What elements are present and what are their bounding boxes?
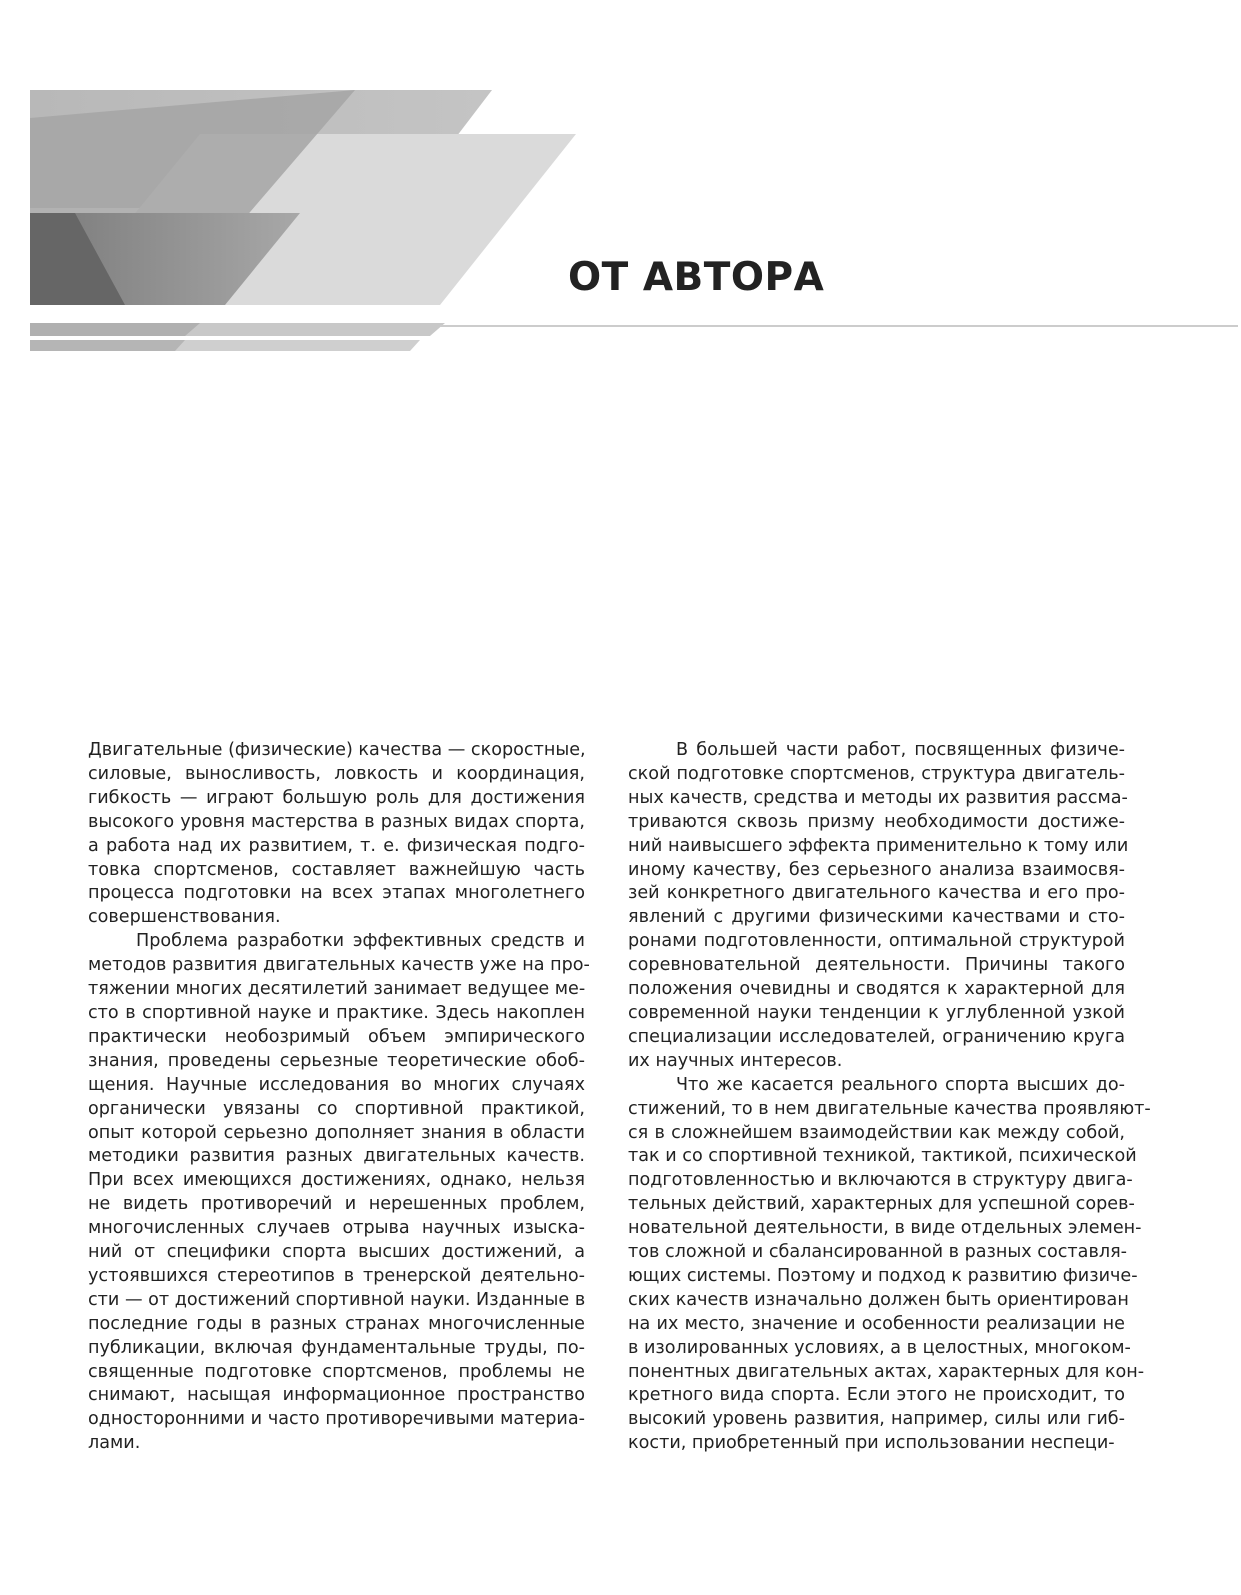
text-line: ских качеств изначально должен быть ориентирован [628,1289,1129,1310]
text-line: В большей части работ, посвященных физиче- [676,740,1125,760]
text-line: Проблема разработки эффективных средств и [136,931,585,952]
text-line: а работа над их развитием, т. е. физическая подго- [88,835,585,856]
text-line: товка спортсменов, составляет важнейшую часть [88,859,585,880]
paragraph [628,1074,1151,1457]
text-line: в изолированных условиях, а в целостных, многоком- [628,1337,1131,1358]
header-decoration [0,0,1241,360]
text-line: снимают, насыщая информационное пространство [88,1385,585,1406]
text-line: ний наивысшего эффекта применительно к тому или [628,835,1129,856]
paragraph [88,930,590,1456]
decor-shape-bottom-left [30,340,185,351]
decor-shape-strip-dark [30,323,200,336]
text-line: совершенствования. [88,907,281,928]
text-line: процесса подготовки на всех этапах многолетнего [88,883,585,904]
text-line: многочисленных случаев отрыва научных изыска- [88,1218,585,1239]
left-column [88,739,590,1456]
text-line: односторонними и часто противоречивыми материа- [88,1409,585,1430]
text-line: иному качеству, без серьезного анализа взаимосвя- [628,859,1125,880]
text-line: их научных интересов. [628,1050,843,1071]
text-line: тяжении многих десятилетий занимает ведущее ме- [88,979,586,1000]
text-line: высокий уровень развития, например, силы или гиб- [628,1409,1125,1430]
text-line: Что же касается реального спорта высших до- [676,1074,1125,1095]
text-line: практически необозримый объем эмпирического [88,1026,585,1047]
text-line: последние годы в разных странах многочисленные [88,1313,585,1334]
text-line: специализации исследователей, ограничению круга [628,1026,1125,1047]
paragraph [628,739,1129,1074]
text-line: ных качеств, средства и методы их развития рассма- [628,787,1128,808]
text-line: так и со спортивной техникой, тактикой, психической [628,1146,1137,1167]
text-line: ской подготовке спортсменов, структура двигатель- [628,763,1125,784]
text-line: на их место, значение и особенности реализации не [628,1313,1125,1334]
text-line: ний от специфики спорта высших достижений, а [88,1242,585,1263]
text-line: зей конкретного двигательного качества и его про- [628,883,1125,904]
text-line: кости, приобретенный при использовании неспеци- [628,1433,1115,1454]
text-line: подготовленностью и включаются в структуру двига- [628,1170,1133,1191]
text-line: новательной деятельности, в виде отдельных элемен- [628,1218,1142,1239]
text-line: щения. Научные исследования во многих случаях [88,1074,585,1095]
text-line: гибкость — играют большую роль для достижения [88,787,585,808]
text-line: опыт которой серьезно дополняет знания в области [88,1122,585,1143]
text-line: сто в спортивной науке и практике. Здесь накоплен [88,1002,585,1023]
text-line: кретного вида спорта. Если этого не происходит, то [628,1385,1125,1406]
text-line: сти — от достижений спортивной науки. Изданные в [88,1289,586,1310]
text-line: современной науки тенденции к углубленной узкой [628,1002,1125,1023]
text-line: знания, проведены серьезные теоретические обоб- [88,1050,585,1071]
chapter-title: ОТ АВТОРА [568,255,825,300]
text-line: силовые, выносливость, ловкость и координация, [88,763,585,784]
text-line: методов развития двигательных качеств уже на про- [88,955,590,976]
text-line: лами. [88,1433,141,1454]
text-line: ющих системы. Поэтому и подход к развитию физиче- [628,1265,1138,1286]
text-line: ронами подготовленности, оптимальной структурой [628,931,1125,952]
text-line: явлений с другими физическими качествами и сто- [628,907,1125,928]
text-line: Двигательные (физические) качества — скоростные, [88,740,586,760]
text-line: устоявшихся стереотипов в тренерской деятельно- [88,1265,585,1286]
text-line: триваются сквозь призму необходимости достиже- [628,811,1125,832]
text-line: органически увязаны со спортивной практикой, [88,1098,585,1119]
text-line: священные подготовке спортсменов, проблемы не [88,1361,585,1382]
text-line: ся в сложнейшем взаимодействии как между собой, [628,1122,1125,1143]
text-line: высокого уровня мастерства в разных видах спорта, [88,811,585,832]
text-line: При всех имеющихся достижениях, однако, нельзя [88,1170,585,1191]
text-line: стижений, то в нем двигательные качества проявляют- [628,1098,1151,1119]
text-line: публикации, включая фундаментальные труды, по- [88,1337,585,1358]
text-line: тельных действий, характерных для успешной сорев- [628,1194,1135,1215]
text-line: положения очевидны и сводятся к характерной для [628,979,1125,1000]
text-line: тов сложной и сбалансированной в разных составля- [628,1242,1127,1263]
text-line: понентных двигательных актах, характерных для кон- [628,1361,1145,1382]
right-column [628,739,1151,1456]
text-line: соревновательной деятельности. Причины такого [628,955,1125,976]
text-line: не видеть противоречий и нерешенных проблем, [88,1194,585,1215]
text-line: методики развития разных двигательных качеств. [88,1146,585,1167]
paragraph [88,739,585,930]
